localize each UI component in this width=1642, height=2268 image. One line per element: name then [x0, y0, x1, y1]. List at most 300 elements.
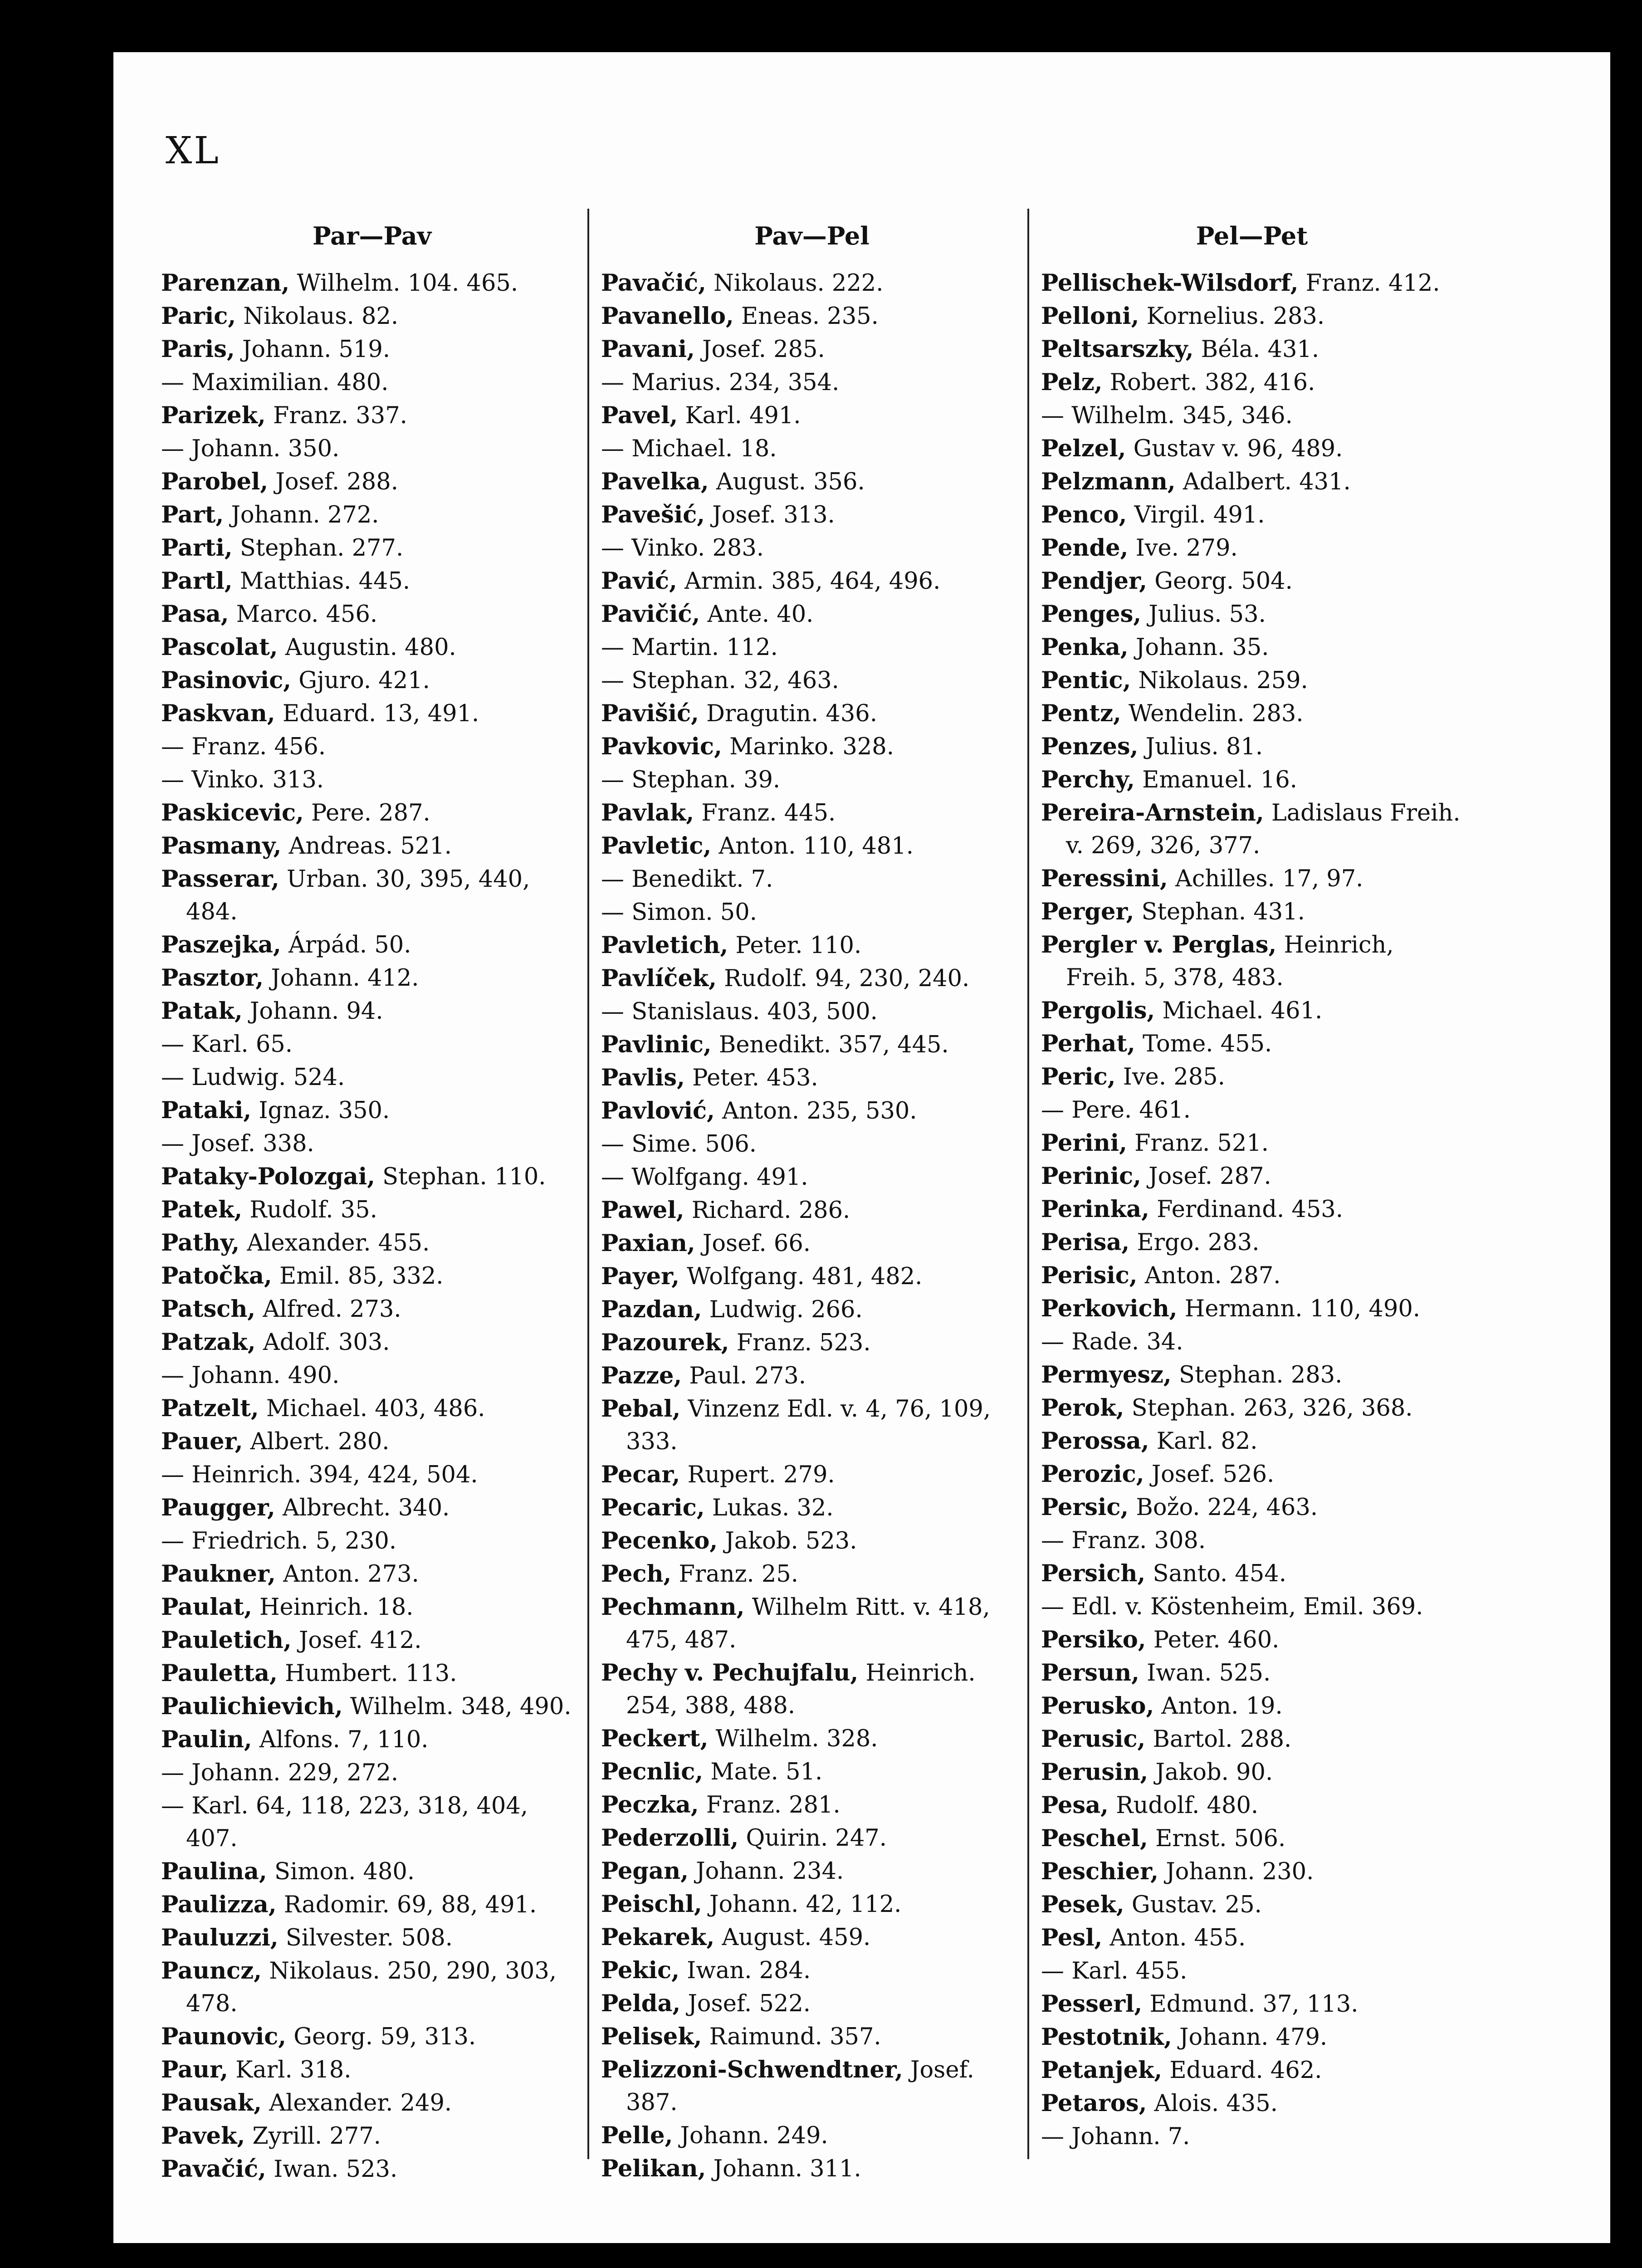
entry-surname: Pasa, [161, 601, 229, 628]
entry-details: Heinrich. 254, 388, 488. [626, 1660, 976, 1719]
index-entry [601, 2119, 1023, 2152]
index-entry [161, 1955, 583, 2020]
entry-details: Stephan. 283. [1179, 1362, 1343, 1388]
entry-details: Tome. 455. [1142, 1031, 1272, 1057]
entry-details: — Josef. 338. [161, 1130, 314, 1157]
entry-details: Michael. 403, 486. [266, 1395, 485, 1422]
entry-details: Franz. 523. [736, 1330, 871, 1356]
entry-details: Achilles. 17, 97. [1175, 865, 1363, 892]
entry-surname: Perinic, [1041, 1163, 1141, 1190]
index-entry [1041, 565, 1463, 598]
entry-surname: Permyesz, [1041, 1361, 1172, 1388]
entry-details: — Stephan. 39. [601, 767, 781, 793]
entry-surname: Perusic, [1041, 1725, 1146, 1753]
entry-surname: Patsch, [161, 1295, 256, 1323]
entry-details: Virgil. 491. [1134, 502, 1265, 528]
index-entry [601, 1987, 1023, 2020]
entry-surname: Patek, [161, 1196, 243, 1223]
entry-details: Wendelin. 283. [1129, 700, 1304, 727]
index-entry [601, 1260, 1023, 1293]
index-entry [601, 2053, 1023, 2119]
entry-details: Ernst. 506. [1155, 1825, 1286, 1852]
entry-surname: Persiko, [1041, 1626, 1146, 1653]
entry-details: Julius. 53. [1148, 601, 1266, 628]
entry-surname: Pazze, [601, 1362, 682, 1389]
index-entry [601, 1525, 1023, 1558]
entry-details: Johann. 230. [1166, 1858, 1314, 1885]
entry-surname: Pauer, [161, 1428, 243, 1455]
index-entry [601, 399, 1023, 432]
entry-details: Marco. 456. [236, 601, 378, 628]
entry-details: Josef. 285. [702, 336, 825, 363]
index-entry [1041, 697, 1463, 730]
index-entry [601, 1095, 1023, 1128]
entry-surname: Pecnlic, [601, 1758, 704, 1785]
entry-surname: Pavletich, [601, 932, 728, 959]
entry-surname: Paulat, [161, 1593, 252, 1621]
index-entry [1041, 399, 1463, 432]
index-entry [601, 1326, 1023, 1359]
entry-surname: Pestotnik, [1041, 2024, 1172, 2051]
entry-surname: Pesserl, [1041, 1990, 1143, 2018]
index-entry [1041, 1822, 1463, 1855]
entry-details: Heinrich. 18. [259, 1594, 414, 1621]
entry-surname: Perossa, [1041, 1427, 1149, 1455]
entry-details: — Karl. 65. [161, 1031, 293, 1058]
entry-surname: Perozic, [1041, 1461, 1144, 1488]
index-entry [601, 1194, 1023, 1227]
entry-surname: Perisic, [1041, 1262, 1138, 1289]
column-divider [1027, 209, 1029, 2159]
entry-surname: Pataky-Polozgai, [161, 1163, 375, 1190]
entry-surname: Payer, [601, 1263, 680, 1290]
index-entry [601, 499, 1023, 532]
entry-surname: Perinka, [1041, 1196, 1149, 1223]
entry-surname: Paxian, [601, 1230, 695, 1257]
index-entry [161, 830, 583, 863]
entry-details: — Friedrich. 5, 230. [161, 1528, 397, 1554]
index-entry [601, 532, 1023, 565]
entry-details: — Benedikt. 7. [601, 866, 773, 893]
index-entry [1041, 1392, 1463, 1425]
entry-details: Quirin. 247. [746, 1825, 887, 1852]
index-entry [601, 598, 1023, 631]
index-entry [161, 1525, 583, 1558]
index-entry [601, 1722, 1023, 1755]
entry-surname: Parizek, [161, 402, 266, 429]
entry-surname: Pecar, [601, 1461, 680, 1488]
index-entry [161, 499, 583, 532]
entry-surname: Passerar, [161, 865, 279, 893]
entry-details: Jakob. 523. [725, 1528, 857, 1554]
entry-surname: Pasmany, [161, 832, 282, 860]
entry-details: Heinrich, Freih. 5, 378, 483. [1066, 932, 1394, 991]
entry-surname: Pavletic, [601, 832, 712, 860]
index-entry [601, 1591, 1023, 1657]
entry-surname: Patočka, [161, 1262, 272, 1290]
index-entry [601, 1458, 1023, 1491]
index-entry [161, 697, 583, 730]
index-entry [601, 465, 1023, 499]
entry-details: Josef. 412. [298, 1627, 422, 1654]
index-entry [1041, 1855, 1463, 1888]
entry-surname: Pascolat, [161, 634, 278, 661]
entry-details: Alfred. 273. [263, 1296, 401, 1323]
index-entry [1041, 1292, 1463, 1325]
entry-details: Stephan. 431. [1141, 899, 1305, 925]
index-entry [1041, 994, 1463, 1027]
entry-surname: Pausak, [161, 2089, 262, 2116]
entry-details: Johann. 35. [1135, 634, 1269, 661]
index-entry [161, 1888, 583, 1921]
entry-details: — Sime. 506. [601, 1131, 757, 1158]
entry-details: — Karl. 455. [1041, 1958, 1188, 1984]
entry-details: Alfons. 7, 110. [259, 1726, 429, 1753]
entry-details: Nikolaus. 250, 290, 303, 478. [186, 1958, 557, 2017]
index-entry [601, 697, 1023, 730]
index-entry [601, 432, 1023, 465]
entry-details: Kornelius. 283. [1146, 303, 1325, 330]
entry-surname: Pavačić, [161, 2156, 266, 2183]
index-entry [161, 1921, 583, 1955]
index-entry [161, 631, 583, 664]
entry-details: Rudolf. 35. [249, 1197, 377, 1223]
index-entry [1041, 2087, 1463, 2120]
entry-surname: Pergler v. Perglas, [1041, 931, 1277, 958]
index-entry [161, 1855, 583, 1888]
entry-details: Nikolaus. 259. [1138, 667, 1308, 694]
entry-details: Adalbert. 431. [1183, 469, 1351, 495]
index-entry [601, 1128, 1023, 1161]
index-entry [161, 366, 583, 399]
entry-surname: Paszejka, [161, 931, 281, 958]
index-entry [601, 995, 1023, 1028]
index-entry [161, 1723, 583, 1756]
entry-surname: Peric, [1041, 1063, 1116, 1090]
entry-details: Armin. 385, 464, 496. [684, 568, 941, 595]
entry-details: Santo. 454. [1153, 1560, 1286, 1587]
entry-details: — Pere. 461. [1041, 1097, 1191, 1124]
entry-surname: Partl, [161, 567, 233, 595]
entry-details: Johann. 42, 112. [709, 1891, 902, 1918]
entry-surname: Pauluzzi, [161, 1924, 279, 1951]
entry-surname: Paric, [161, 303, 236, 330]
index-entry [161, 1392, 583, 1425]
index-entry [601, 1161, 1023, 1194]
index-entry [1041, 763, 1463, 797]
entry-details: — Edl. v. Köstenheim, Emil. 369. [1041, 1593, 1423, 1620]
index-entry [601, 962, 1023, 995]
entry-details: Johann. 272. [231, 502, 379, 528]
index-entry [161, 333, 583, 366]
entry-details: Nikolaus. 222. [713, 270, 884, 297]
index-entry [1041, 1061, 1463, 1094]
index-entry [601, 1061, 1023, 1095]
entry-details: Matthias. 445. [239, 568, 410, 595]
entry-surname: Pavek, [161, 2122, 245, 2150]
entry-surname: Pavišić, [601, 700, 699, 727]
entry-details: Iwan. 523. [274, 2156, 398, 2183]
index-entry [161, 664, 583, 697]
index-entry [601, 1558, 1023, 1591]
entry-surname: Pavel, [601, 402, 678, 429]
entry-details: Josef. 313. [712, 502, 835, 528]
entry-surname: Pathy, [161, 1229, 240, 1256]
entry-details: Mate. 51. [710, 1759, 823, 1785]
index-entry [1041, 1425, 1463, 1458]
index-entry [1041, 1756, 1463, 1789]
entry-details: Wilhelm Ritt. v. 418, 475, 487. [626, 1594, 990, 1653]
index-entry [1041, 1193, 1463, 1226]
entry-details: — Rade. 34. [1041, 1329, 1183, 1355]
entry-details: Humbert. 113. [285, 1660, 457, 1687]
entry-surname: Penco, [1041, 501, 1127, 528]
index-entry [161, 1094, 583, 1127]
index-entry [601, 830, 1023, 863]
entry-surname: Patzak, [161, 1329, 256, 1356]
entry-details: Richard. 286. [691, 1197, 850, 1224]
index-entry [1041, 532, 1463, 565]
entry-surname: Pazdan, [601, 1296, 702, 1323]
page-number: XL [166, 129, 220, 172]
entry-details: August. 459. [722, 1924, 871, 1951]
entry-surname: Pavkovic, [601, 733, 722, 760]
column-divider [587, 209, 589, 2159]
index-entry [601, 1954, 1023, 1987]
index-entry [1041, 664, 1463, 697]
entry-surname: Pauletich, [161, 1627, 292, 1654]
entry-surname: Peschel, [1041, 1825, 1148, 1852]
entry-details: — Johann. 229, 272. [161, 1760, 399, 1786]
index-entry [161, 863, 583, 929]
index-entry [161, 2053, 583, 2087]
entry-details: — Maximilian. 480. [161, 369, 389, 396]
index-entry [1041, 1557, 1463, 1590]
entry-details: Anton. 235, 530. [722, 1098, 917, 1124]
entry-details: Josef. 287. [1148, 1163, 1271, 1190]
entry-surname: Part, [161, 501, 224, 528]
index-entry [161, 1789, 583, 1855]
entry-surname: Pechmann, [601, 1593, 745, 1621]
entry-surname: Parenzan, [161, 269, 290, 297]
entry-details: Johann. 479. [1179, 2024, 1328, 2051]
index-entry [161, 1690, 583, 1723]
entry-surname: Penzes, [1041, 733, 1139, 760]
entry-details: Albert. 280. [250, 1428, 390, 1455]
entry-surname: Peczka, [601, 1791, 699, 1818]
entry-details: Franz. 25. [679, 1561, 798, 1588]
index-entry [1041, 1888, 1463, 1921]
index-entry [1041, 1789, 1463, 1822]
entry-surname: Petanjek, [1041, 2057, 1163, 2084]
index-entry [161, 929, 583, 962]
entry-details: Ergo. 283. [1137, 1229, 1260, 1256]
entry-surname: Paulina, [161, 1858, 267, 1885]
index-entry [1041, 1955, 1463, 1988]
index-entry [1041, 1359, 1463, 1392]
index-entry [601, 1491, 1023, 1525]
index-entry [161, 2153, 583, 2186]
index-entry [1041, 1325, 1463, 1359]
index-entry [601, 763, 1023, 797]
entry-surname: Pederzolli, [601, 1824, 739, 1852]
entry-details: Josef. 288. [275, 469, 398, 495]
entry-surname: Pellischek-Wilsdorf, [1041, 269, 1299, 297]
entry-surname: Pauncz, [161, 1957, 262, 1984]
entry-details: Stephan. 263, 326, 368. [1131, 1395, 1413, 1422]
entry-details: Anton. 19. [1161, 1693, 1283, 1720]
entry-details: Alexander. 249. [269, 2090, 452, 2116]
entry-details: Anton. 273. [283, 1561, 419, 1588]
index-entry [161, 1458, 583, 1491]
index-entry [601, 896, 1023, 929]
entry-surname: Peltsarszky, [1041, 336, 1194, 363]
index-entry [161, 1491, 583, 1525]
entry-details: Peter. 460. [1153, 1627, 1280, 1653]
entry-details: Ignaz. 350. [259, 1097, 390, 1124]
index-entry [1041, 1259, 1463, 1292]
index-entry [161, 1425, 583, 1458]
index-entry [161, 1160, 583, 1193]
entry-details: — Simon. 50. [601, 899, 757, 926]
index-entry [1041, 1458, 1463, 1491]
entry-surname: Paugger, [161, 1494, 275, 1521]
index-entry [601, 797, 1023, 830]
index-entry [1041, 1657, 1463, 1690]
entry-surname: Perini, [1041, 1129, 1127, 1157]
entry-surname: Petaros, [1041, 2090, 1147, 2117]
index-entry [161, 465, 583, 499]
entry-details: Vinzenz Edl. v. 4, 76, 109, 333. [626, 1396, 991, 1455]
entry-details: Simon. 480. [274, 1858, 415, 1885]
entry-details: — Johann. 490. [161, 1362, 340, 1389]
entry-details: Ive. 285. [1123, 1064, 1225, 1090]
entry-details: Gustav. 25. [1131, 1892, 1262, 1918]
index-entry [161, 399, 583, 432]
index-entry [601, 1393, 1023, 1458]
entry-details: Lukas. 32. [712, 1495, 834, 1521]
index-entry [161, 797, 583, 830]
entry-details: Eduard. 13, 491. [282, 700, 479, 727]
entry-details: Eneas. 235. [741, 303, 879, 330]
entry-details: Bartol. 288. [1153, 1726, 1292, 1753]
index-entry [1041, 1226, 1463, 1259]
entry-details: Franz. 412. [1305, 270, 1440, 297]
entry-details: Johann. 519. [242, 336, 391, 363]
entry-details: Paul. 273. [689, 1363, 806, 1389]
entry-details: Andreas. 521. [288, 833, 452, 860]
index-entry [1041, 333, 1463, 366]
index-entry [1041, 1127, 1463, 1160]
entry-details: Peter. 453. [692, 1065, 818, 1091]
entry-surname: Pentic, [1041, 667, 1131, 694]
entry-details: Johann. 412. [271, 965, 419, 992]
entry-details: Pere. 287. [311, 800, 430, 826]
entry-details: Stephan. 277. [239, 535, 404, 562]
entry-surname: Pavlinic, [601, 1031, 712, 1058]
column-header: Pav—Pel [754, 221, 870, 250]
entry-details: Silvester. 508. [285, 1925, 453, 1951]
entry-details: Radomir. 69, 88, 491. [283, 1892, 537, 1918]
index-entry [161, 267, 583, 300]
entry-details: Emil. 85, 332. [279, 1263, 444, 1290]
entry-details: — Marius. 234, 354. [601, 369, 840, 396]
index-entry [1041, 499, 1463, 532]
index-entry [1041, 1027, 1463, 1061]
index-entry [601, 863, 1023, 896]
index-entry [161, 995, 583, 1028]
index-entry [601, 2020, 1023, 2053]
entry-surname: Pavlis, [601, 1064, 685, 1091]
entry-details: Jakob. 90. [1155, 1759, 1273, 1786]
entry-surname: Persun, [1041, 1659, 1139, 1686]
column-header: Pel—Pet [1196, 221, 1308, 250]
index-entry [161, 2020, 583, 2053]
entry-surname: Perusin, [1041, 1759, 1148, 1786]
index-entry [1041, 730, 1463, 763]
entry-details: Ante. 40. [707, 601, 814, 628]
entry-details: — Wilhelm. 345, 346. [1041, 402, 1293, 429]
entry-surname: Perchy, [1041, 766, 1135, 793]
index-entry [601, 267, 1023, 300]
column-header: Par—Pav [312, 221, 432, 250]
entry-details: Franz. 521. [1134, 1130, 1269, 1157]
index-entry [1041, 895, 1463, 929]
entry-details: Wolfgang. 481, 482. [687, 1263, 923, 1290]
entry-surname: Pavanello, [601, 303, 734, 330]
entry-surname: Paukner, [161, 1560, 276, 1588]
entry-surname: Pendjer, [1041, 567, 1147, 595]
entry-surname: Peischl, [601, 1891, 702, 1918]
entry-details: Franz. 445. [701, 800, 836, 826]
entry-details: Iwan. 525. [1147, 1660, 1271, 1686]
index-entry [1041, 862, 1463, 895]
entry-details: Božo. 224, 463. [1136, 1494, 1318, 1521]
entry-details: Wilhelm. 348, 490. [350, 1693, 572, 1720]
entry-surname: Pawel, [601, 1197, 684, 1224]
entry-details: — Franz. 456. [161, 733, 326, 760]
index-entry [161, 1591, 583, 1624]
entry-details: Ludwig. 266. [709, 1296, 863, 1323]
index-entry [601, 1822, 1023, 1855]
index-entry [161, 1558, 583, 1591]
entry-surname: Pegan, [601, 1857, 689, 1885]
entry-surname: Paur, [161, 2056, 229, 2083]
page [113, 52, 1610, 2243]
entry-details: Johann. 249. [680, 2122, 828, 2149]
entry-details: Anton. 287. [1144, 1262, 1281, 1289]
entry-surname: Persich, [1041, 1560, 1146, 1587]
index-entry [161, 1061, 583, 1094]
entry-details: Rupert. 279. [687, 1461, 835, 1488]
entry-surname: Penges, [1041, 601, 1142, 628]
entry-details: Dragutin. 436. [706, 700, 877, 727]
index-entry [161, 1227, 583, 1260]
entry-details: Eduard. 462. [1169, 2057, 1322, 2084]
entry-details: Robert. 382, 416. [1109, 369, 1315, 396]
entry-surname: Pekarek, [601, 1924, 715, 1951]
index-entry [1041, 631, 1463, 664]
index-entry [161, 1260, 583, 1293]
entry-details: Edmund. 37, 113. [1149, 1991, 1359, 2018]
index-entry [161, 598, 583, 631]
entry-details: — Ludwig. 524. [161, 1064, 345, 1091]
index-entry [1041, 1491, 1463, 1524]
index-entry [161, 1657, 583, 1690]
entry-surname: Pavačić, [601, 269, 706, 297]
index-entry [601, 1888, 1023, 1921]
entry-surname: Pereira-Arnstein, [1041, 799, 1264, 826]
